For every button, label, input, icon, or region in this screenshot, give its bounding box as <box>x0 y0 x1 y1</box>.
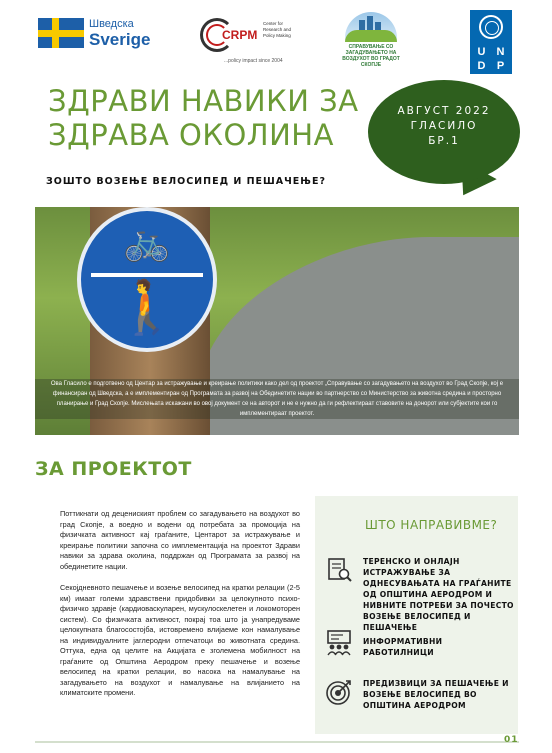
undp-logo <box>470 10 512 74</box>
crpm-logo-subtitle: Center for Research and Policy Making <box>263 21 292 38</box>
achievements-panel <box>315 496 518 734</box>
city-project-logo-text: СПРАВУВАЊЕ СО ЗАГАДУВАЊЕТО НА ВОЗДУХОТ ВО ГРАДОТ СКОПЈЕ <box>342 44 400 68</box>
bicycle-pedestrian-sign-icon <box>77 207 217 352</box>
panel-item-text: ПРЕДИЗВИЦИ ЗА ПЕШАЧЕЊЕ И ВОЗЕЊЕ ВЕЛОСИПЕД ВО ОПШТИНА АЕРОДРОМ <box>363 679 509 710</box>
photo-caption: Ова Гласило е подготвено од Центар за истражување и креирање политики како дел од проектот „Справување со загадувањето на воздухот во Град Скопје, кој е финансиран од Шведска, а е имплементиран од Програмата за развој на Обединетите нации во партнерство со Министерство за животна средина и просторно планирање и Град Скопје. Мислењата искажани во овој документ се на авторот и не е нужно да ги рефлектираат ставовите на донорот или субјектите кои го имплементираат проектот. <box>35 379 519 419</box>
footer-bar <box>35 741 519 743</box>
panel-item <box>325 556 515 633</box>
workshop-icon <box>325 628 353 656</box>
research-icon <box>325 556 353 584</box>
city-skyline-icon <box>345 12 397 42</box>
logo-bar <box>0 10 552 70</box>
undp-letter: N <box>496 46 505 58</box>
panel-item <box>325 678 515 711</box>
cover-photo <box>35 207 519 435</box>
issue-number: БР.1 <box>428 135 460 147</box>
crpm-logo-tagline: ...policy impact since 2004 <box>224 58 283 64</box>
city-project-logo <box>335 10 407 68</box>
sweden-logo-line1: Шведска <box>89 17 134 30</box>
page-subtitle: ЗОШТО ВОЗЕЊЕ ВЕЛОСИПЕД И ПЕШАЧЕЊЕ? <box>46 176 327 187</box>
body-text <box>60 509 300 699</box>
undp-letter: U <box>477 46 486 58</box>
crpm-logo-name: CRPM <box>222 28 258 42</box>
body-paragraph-2: Секојдневното пешачење и возење велосипед на кратки релации (2-5 км) имаат големи здравствени придобивки за целокупното психо-физичко здравје (кардиоваскуларен, мускулоскелетен и локомоторен систем). Со физичката активност, покрај тоа што ја унапредуваме целокупната благосостојба, истовремено влијаеме кон намалување на индивидуалните јаглеродни отпечатоци во животната средина. Оттука, една од целите на Акцијата е зголемена мобилност на граѓаните од Општина Аеродром преку пешачење и возење велосипед на кратки релации, во насока на намалување на загадувањето на воздухот и намалување на влијанието на климатските промени. <box>60 583 300 697</box>
crpm-logo <box>200 16 290 68</box>
target-icon <box>325 678 353 706</box>
issue-date: АВГУСТ 2022 <box>397 105 491 117</box>
section-heading: ЗА ПРОЕКТОТ <box>35 458 192 480</box>
sweden-logo <box>38 18 150 48</box>
un-globe-icon <box>479 15 503 39</box>
panel-item <box>325 628 515 658</box>
issue-bubble <box>368 80 520 184</box>
page-title: ЗДРАВИ НАВИКИ ЗА ЗДРАВА ОКОЛИНА <box>48 84 359 152</box>
issue-label: ГЛАСИЛО <box>410 120 478 132</box>
undp-letter: P <box>496 60 505 72</box>
panel-item-text: ТЕРЕНСКО И ОНЛАЈН ИСТРАЖУВАЊЕ ЗА ОДНЕСУВАЊАТА НА ГРАЃАНИТЕ ОД ОПШТИНА АЕРОДРОМ И НИВНИТЕ ПОТРЕБИ ЗА ПОЧЕСТО ВОЗЕЊЕ ВЕЛОСИПЕД И ПЕШАЧЕЊЕ <box>363 557 514 632</box>
page-number: 01 <box>504 735 519 745</box>
bicycle-icon: 🚲 <box>123 219 171 263</box>
sweden-logo-line2: Sverige <box>89 29 151 49</box>
swedish-flag-icon <box>38 18 84 48</box>
panel-item-text: ИНФОРМАТИВНИ РАБОТИЛНИЦИ <box>363 637 443 657</box>
undp-letter: D <box>477 60 486 72</box>
body-paragraph-1: Поттикнати од децениският проблем со загадувањето на воздухот во град Скопје, а воедно и водени од потребата за промоција на физичката активност кај граѓаните, Центарот за истражување и креирање политики започна со имплементација на проектот Здрави навики за здрава околина, поддржан од Програмата за развој на обединетите нации. <box>60 509 300 571</box>
panel-heading: ШТО НАПРАВИВМЕ? <box>365 518 498 532</box>
pedestrian-icon: 🚶 <box>114 278 180 338</box>
